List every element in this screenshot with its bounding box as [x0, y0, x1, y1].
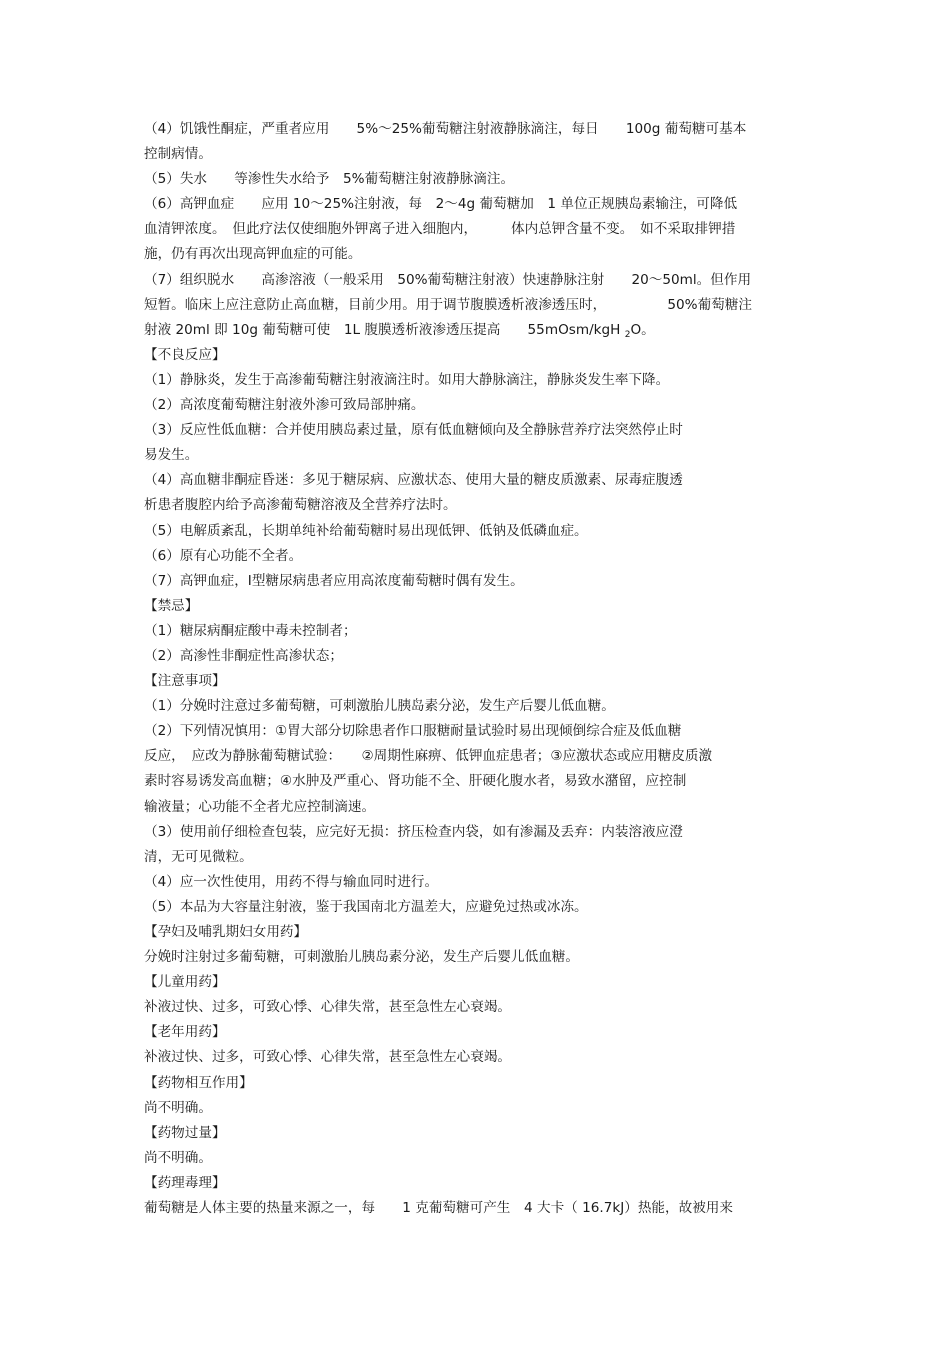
text-line: （3）使用前仔细检查包装，应完好无损：挤压检查内袋，如有渗漏及丢弃：内装溶液应澄 [144, 823, 683, 840]
text-line: 分娩时注射过多葡萄糖，可刺激胎儿胰岛素分泌，发生产后婴儿低血糖。 [144, 949, 579, 966]
text-line: 析患者腹腔内给予高渗葡萄糖溶液及全营养疗法时。 [144, 497, 457, 514]
section-heading-overdose: 【药物过量】 [144, 1124, 226, 1141]
text-line: 尚不明确。 [144, 1149, 212, 1166]
section-heading-contraindications: 【禁忌】 [144, 597, 199, 614]
text-line: 输液量；心功能不全者尤应控制滴速。 [144, 798, 376, 815]
section-heading-pregnancy: 【孕妇及哺乳期妇女用药】 [144, 924, 308, 940]
text-line: 补液过快、过多，可致心悸、心律失常，甚至急性左心衰竭。 [144, 999, 512, 1016]
text-line: 反应， 应改为静脉葡萄糖试验： ②周期性麻痹、低钾血症患者；③应激状态或应用糖皮质激 [144, 748, 713, 765]
text-line: （2）高渗性非酮症性高渗状态； [144, 647, 343, 664]
text-line-main: 射液 20ml 即 10g 葡萄糖可使 1L 腹膜透析液渗透压提高 55mOsm/kgH [144, 321, 625, 338]
section-heading-precautions: 【注意事项】 [144, 673, 226, 690]
section-heading-adverse-reactions: 【不良反应】 [144, 346, 226, 363]
text-line: 尚不明确。 [144, 1099, 212, 1116]
text-line: （7）组织脱水 高渗溶液（一般采用 50%葡萄糖注射液）快速静脉注射 20～50ml。但作用 [144, 271, 752, 288]
subscript: 2 [624, 329, 631, 340]
text-line: （5）本品为大容量注射液，鉴于我国南北方温差大，应避免过热或冰冻。 [144, 898, 588, 915]
text-line: （7）高钾血症，Ⅰ型糖尿病患者应用高浓度葡萄糖时偶有发生。 [144, 572, 524, 589]
text-line: 控制病情。 [144, 146, 212, 163]
text-line: 葡萄糖是人体主要的热量来源之一，每 1 克葡萄糖可产生 4 大卡（ 16.7kJ）热能，故被用来 [144, 1200, 733, 1217]
text-line: （5）电解质紊乱，长期单纯补给葡萄糖时易出现低钾、低钠及低磷血症。 [144, 522, 588, 539]
section-heading-pediatric: 【儿童用药】 [144, 974, 226, 991]
text-line: （4）饥饿性酮症，严重者应用 5%～25%葡萄糖注射液静脉滴注，每日 100g 葡萄糖可基本 [144, 121, 747, 137]
text-line: 血清钾浓度。 但此疗法仅使细胞外钾离子进入细胞内， 体内总钾含量不变。 如不采取排钾措 [144, 221, 736, 238]
section-heading-interactions: 【药物相互作用】 [144, 1074, 253, 1091]
text-line-tail: O。 [630, 321, 655, 338]
text-line: （2）高浓度葡萄糖注射液外渗可致局部肿痛。 [144, 397, 425, 414]
text-line: （2）下列情况慎用：①胃大部分切除患者作口服糖耐量试验时易出现倾倒综合症及低血糖 [144, 723, 682, 740]
text-line: （6）原有心功能不全者。 [144, 547, 303, 564]
text-line: 易发生。 [144, 447, 199, 464]
section-heading-pharmacology: 【药理毒理】 [144, 1174, 226, 1191]
text-line: 素时容易诱发高血糖；④水肿及严重心、肾功能不全、肝硬化腹水者，易致水潴留，应控制 [144, 773, 687, 790]
text-line: 短暂。临床上应注意防止高血糖，目前少用。用于调节腹膜透析液渗透压时， 50%葡萄糖注 [144, 296, 752, 313]
text-line: （1）糖尿病酮症酸中毒未控制者； [144, 622, 357, 639]
section-heading-geriatric: 【老年用药】 [144, 1024, 226, 1041]
text-line [144, 318, 806, 343]
text-line: 施，仍有再次出现高钾血症的可能。 [144, 246, 362, 263]
text-line: （4）高血糖非酮症昏迷：多见于糖尿病、应激状态、使用大量的糖皮质激素、尿毒症腹透 [144, 472, 683, 489]
text-line: 补液过快、过多，可致心悸、心律失常，甚至急性左心衰竭。 [144, 1049, 512, 1066]
text-line: （5）失水 等渗性失水给予 5%葡萄糖注射液静脉滴注。 [144, 171, 515, 188]
document-body [144, 117, 806, 1221]
text-line: （1）静脉炎，发生于高渗葡萄糖注射液滴注时。如用大静脉滴注，静脉炎发生率下降。 [144, 371, 670, 388]
text-line: 清，无可见微粒。 [144, 848, 253, 865]
text-line: （6）高钾血症 应用 10～25%注射液，每 2～4g 葡萄糖加 1 单位正规胰岛素输注，可降低 [144, 196, 738, 213]
text-line: （4）应一次性使用，用药不得与输血同时进行。 [144, 873, 439, 890]
text-line: （1）分娩时注意过多葡萄糖，可刺激胎儿胰岛素分泌，发生产后婴儿低血糖。 [144, 698, 615, 715]
text-line: （3）反应性低血糖：合并使用胰岛素过量，原有低血糖倾向及全静脉营养疗法突然停止时 [144, 422, 683, 439]
